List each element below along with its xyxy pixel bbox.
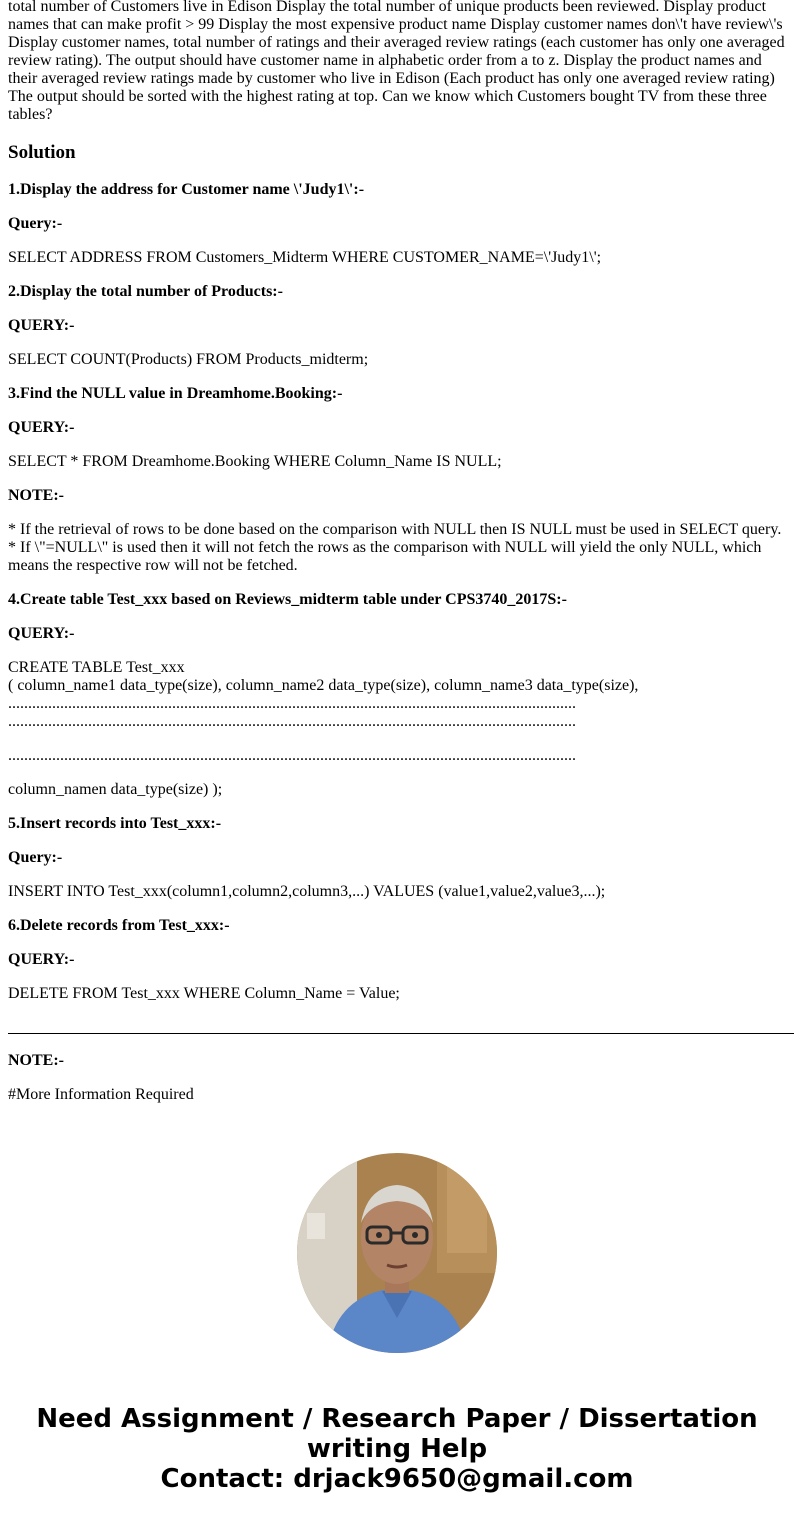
q2-query-label: QUERY:- [8,317,75,334]
q4-code-last: column_namen data_type(size) ); [8,781,223,798]
q1-code: SELECT ADDRESS FROM Customers_Midterm WHERE CUSTOMER_NAME=\'Judy1\'; [8,249,602,266]
q4-gap [8,731,794,747]
q4-query-label: QUERY:- [8,625,75,642]
q5-code: INSERT INTO Test_xxx(column1,column2,column3,...) VALUES (value1,value2,value3,...); [8,883,606,900]
q1-heading: 1.Display the address for Customer name \'Judy1\':- [8,181,365,198]
q3-code: SELECT * FROM Dreamhome.Booking WHERE Column_Name IS NULL; [8,453,502,470]
avatar [297,1153,497,1353]
q4-dots-line-3: .............................................................................................................................................. [8,747,576,764]
q2-heading: 2.Display the total number of Products:- [8,283,283,300]
q3-note-line-2: * If \"=NULL\" is used then it will not fetch the rows as the comparison with NULL will yield the only NULL, which means the respective row will not be fetched. [8,539,762,574]
q6-code: DELETE FROM Test_xxx WHERE Column_Name = Value; [8,985,400,1002]
footer-line-2: writing Help [306,1434,488,1464]
contact-footer [0,1404,794,1494]
q3-heading: 3.Find the NULL value in Dreamhome.Booking:- [8,385,343,402]
final-note-text: #More Information Required [8,1086,194,1103]
q4-code-line-2: ( column_name1 data_type(size), column_name2 data_type(size), column_name3 data_type(size), [8,677,639,694]
q5-query-label: Query:- [8,849,63,866]
footer-contact-line: Contact: drjack9650@gmail.com [160,1464,634,1494]
footer-line-1: Need Assignment / Research Paper / Dissertation [36,1404,758,1434]
q4-code [8,659,794,765]
q3-note-label: NOTE:- [8,487,64,504]
article [8,0,794,1104]
q6-query-label: QUERY:- [8,951,75,968]
q4-dots-line-2: .............................................................................................................................................. [8,713,576,730]
final-note-label: NOTE:- [8,1052,64,1069]
q3-note [8,521,794,575]
solution-heading: Solution [8,142,76,163]
q3-note-line-1: * If the retrieval of rows to be done based on the comparison with NULL then IS NULL must be used in SELECT query. [8,521,782,538]
q4-code-line-1: CREATE TABLE Test_xxx [8,659,185,676]
q4-heading: 4.Create table Test_xxx based on Reviews_midterm table under CPS3740_2017S:- [8,591,567,608]
author-portrait-image [297,1153,497,1353]
q4-dots-line-1: .............................................................................................................................................. [8,695,576,712]
q6-heading: 6.Delete records from Test_xxx:- [8,917,230,934]
q2-code: SELECT COUNT(Products) FROM Products_midterm; [8,351,369,368]
question-text: total number of Customers live in Edison Display the total number of unique products been reviewed. Display product names that can make profit > 99 Display the most expensive product name Display customer names don\'t have review\'s Display customer names, total number of ratings and their averaged review ratings (each customer has only one averaged review rating). The output should have customer name in alphabetic order from a to z. Display the product names and their averaged review ratings made by customer who live in Edison (Each product has only one averaged review rating) The output should be sorted with the highest rating at top. Can we know which Customers bought TV from these three tables? [8,0,785,123]
q3-query-label: QUERY:- [8,419,75,436]
section-divider [8,1033,794,1034]
q5-heading: 5.Insert records into Test_xxx:- [8,815,222,832]
q1-query-label: Query:- [8,215,63,232]
